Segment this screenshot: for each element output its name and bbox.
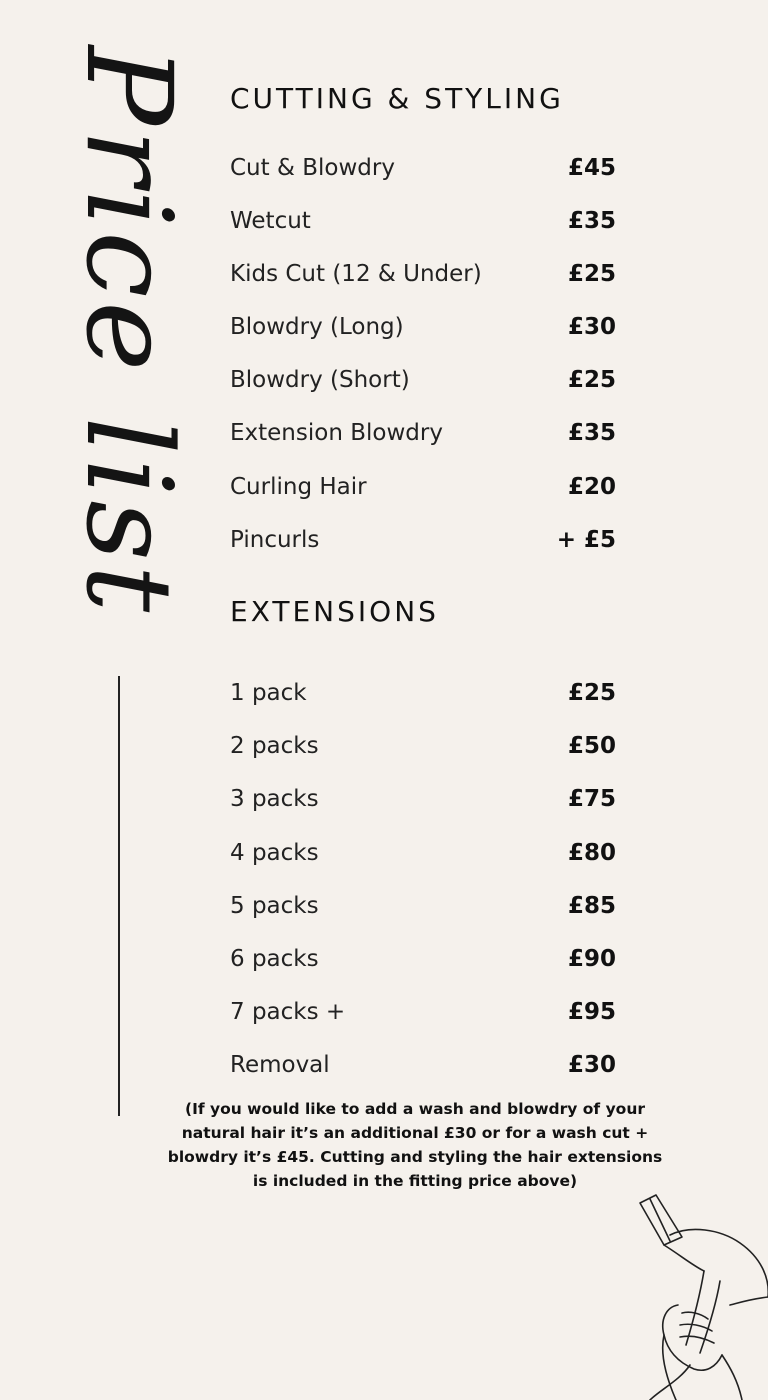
service-price: £45 <box>567 155 616 181</box>
price-row <box>230 886 616 926</box>
service-price: £30 <box>567 314 616 340</box>
side-title <box>54 36 204 626</box>
service-name: 6 packs <box>230 946 319 972</box>
service-name: 5 packs <box>230 893 319 919</box>
section-title-extensions: EXTENSIONS <box>230 595 439 628</box>
service-name: 1 pack <box>230 680 307 706</box>
price-row <box>230 360 616 400</box>
footnote: (If you would like to add a wash and blowdry of your natural hair it’s an additional £30 or for a wash cut + blowdry it’s £45. Cutting and styling the hair extensions is included in the fitting price above) <box>167 1100 663 1191</box>
hairdryer-icon <box>620 1185 768 1400</box>
side-title-text: Price list <box>60 45 198 617</box>
price-row <box>230 201 616 241</box>
service-price: £75 <box>567 786 616 812</box>
price-row <box>230 833 616 873</box>
service-name: 7 packs + <box>230 999 346 1025</box>
price-row <box>230 779 616 819</box>
price-row <box>230 673 616 713</box>
service-name: 2 packs <box>230 733 319 759</box>
service-price: £85 <box>567 893 616 919</box>
service-name: Wetcut <box>230 208 311 234</box>
service-name: 4 packs <box>230 840 319 866</box>
service-name: Removal <box>230 1052 330 1078</box>
price-row <box>230 307 616 347</box>
service-price: £35 <box>567 420 616 446</box>
service-name: Pincurls <box>230 527 320 553</box>
service-name: Blowdry (Short) <box>230 367 410 393</box>
price-row <box>230 939 616 979</box>
price-row <box>230 1045 616 1085</box>
service-price: £25 <box>567 261 616 287</box>
service-price: £35 <box>567 208 616 234</box>
service-price: £80 <box>567 840 616 866</box>
service-name: Blowdry (Long) <box>230 314 404 340</box>
price-row <box>230 254 616 294</box>
service-price: £95 <box>567 999 616 1025</box>
price-row <box>230 467 616 507</box>
vertical-divider <box>118 676 120 1116</box>
price-row <box>230 413 616 453</box>
service-price: + £5 <box>556 527 616 553</box>
service-name: Curling Hair <box>230 474 367 500</box>
service-name: 3 packs <box>230 786 319 812</box>
price-row <box>230 148 616 188</box>
price-row <box>230 726 616 766</box>
service-price: £20 <box>567 474 616 500</box>
price-row <box>230 520 616 560</box>
service-price: £30 <box>567 1052 616 1078</box>
service-price: £25 <box>567 680 616 706</box>
service-name: Extension Blowdry <box>230 420 443 446</box>
service-name: Kids Cut (12 & Under) <box>230 261 482 287</box>
service-price: £90 <box>567 946 616 972</box>
price-row <box>230 992 616 1032</box>
section-title-cutting-styling: CUTTING & STYLING <box>230 82 564 115</box>
service-name: Cut & Blowdry <box>230 155 395 181</box>
service-price: £50 <box>567 733 616 759</box>
service-price: £25 <box>567 367 616 393</box>
